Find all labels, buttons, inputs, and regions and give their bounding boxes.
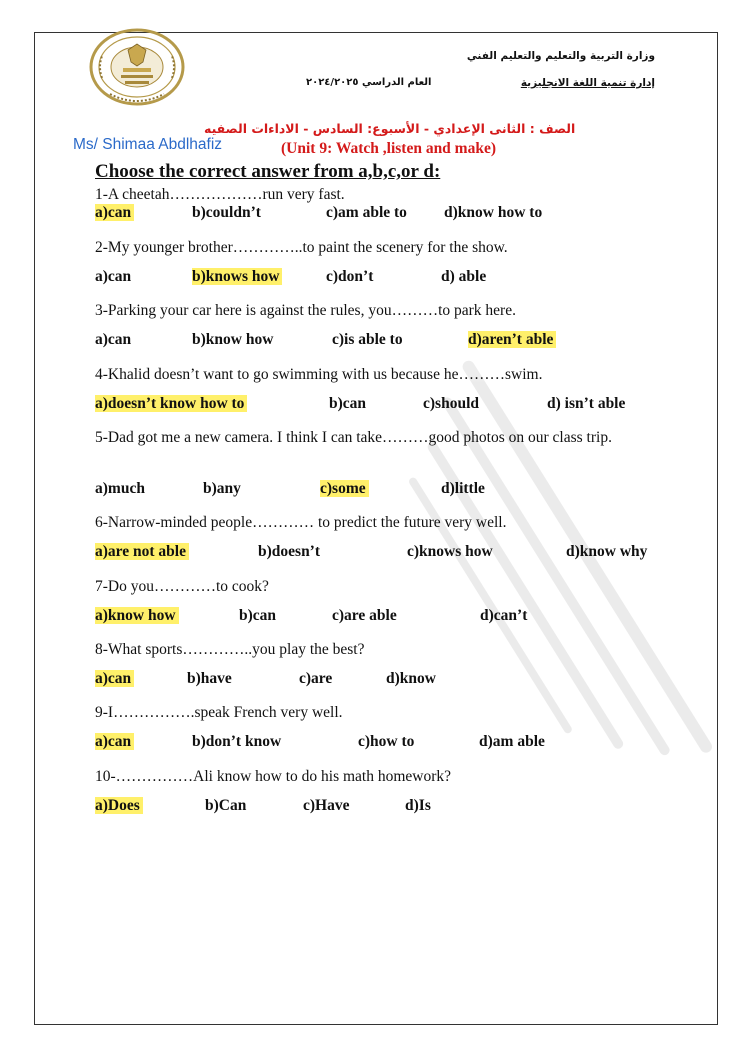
- highlighted-answer: a)are not able: [95, 543, 189, 560]
- question-9-option-a[interactable]: [95, 733, 134, 751]
- option-label: c)am able to: [326, 204, 407, 221]
- question-9-option-c[interactable]: [358, 733, 414, 751]
- ministry-seal-icon: [88, 28, 186, 106]
- option-label: c)knows how: [407, 543, 493, 560]
- question-10-option-d[interactable]: [405, 797, 431, 815]
- question-3-option-d[interactable]: [468, 331, 556, 349]
- question-2-text: 2-My younger brother…………..to paint the scenery for the show.: [95, 239, 508, 256]
- question-7-option-a[interactable]: [95, 607, 179, 625]
- question-1-option-b[interactable]: [192, 204, 261, 222]
- question-1-text: 1-A cheetah………………run very fast.: [95, 186, 345, 203]
- option-label: d)know how to: [444, 204, 543, 221]
- option-label: b)any: [203, 480, 241, 497]
- option-label: d) able: [441, 268, 487, 285]
- option-label: b)have: [187, 670, 232, 687]
- option-label: c)how to: [358, 733, 415, 750]
- question-6-option-c[interactable]: [407, 543, 493, 561]
- question-10-option-a[interactable]: [95, 797, 143, 815]
- highlighted-answer: a)Does: [95, 797, 143, 814]
- option-label: c)are able: [332, 607, 397, 624]
- question-5-option-c[interactable]: [320, 480, 369, 498]
- question-2-option-a[interactable]: [95, 268, 131, 286]
- highlighted-answer: a)know how: [95, 607, 179, 624]
- option-label: c)should: [423, 395, 479, 412]
- option-label: c)is able to: [332, 331, 403, 348]
- question-4-option-a[interactable]: [95, 395, 247, 413]
- option-label: d) isn’t able: [547, 395, 626, 412]
- highlighted-answer: b)knows how: [192, 268, 282, 285]
- question-6-option-a[interactable]: [95, 543, 189, 561]
- question-6-text: 6-Narrow-minded people………… to predict the future very well.: [95, 514, 507, 531]
- question-1-option-d[interactable]: [444, 204, 542, 222]
- question-7-text: 7-Do you…………to cook?: [95, 578, 269, 595]
- grade-week-line: الصف : الثانى الإعدادي - الأسبوع: السادس - الاداءات الصفيه: [204, 121, 576, 136]
- question-8-option-d[interactable]: [386, 670, 436, 688]
- question-2-option-b[interactable]: [192, 268, 282, 286]
- highlighted-answer: a)can: [95, 733, 134, 750]
- question-6-option-d[interactable]: [566, 543, 647, 561]
- question-8-option-b[interactable]: [187, 670, 232, 688]
- option-label: b)doesn’t: [258, 543, 321, 560]
- option-label: c)don’t: [326, 268, 374, 285]
- question-4-text: 4-Khalid doesn’t want to go swimming with us because he………swim.: [95, 366, 543, 383]
- question-8-text: 8-What sports…………..you play the best?: [95, 641, 365, 658]
- instruction-heading: Choose the correct answer from a,b,c,or d:: [95, 161, 441, 182]
- highlighted-answer: a)can: [95, 670, 134, 687]
- option-label: b)couldn’t: [192, 204, 261, 221]
- question-3-option-c[interactable]: [332, 331, 403, 349]
- question-9-text: 9-I…………….speak French very well.: [95, 704, 343, 721]
- option-label: c)are: [299, 670, 333, 687]
- ministry-name: وزارة التربية والتعليم والتعليم الفني: [466, 50, 655, 62]
- question-5-option-a[interactable]: [95, 480, 145, 498]
- department-name: إدارة تنمية اللغة الانجليزية: [520, 77, 655, 89]
- question-2-option-d[interactable]: [441, 268, 486, 286]
- question-10-text: 10-……………Ali know how to do his math homework?: [95, 768, 452, 785]
- question-3-option-a[interactable]: [95, 331, 131, 349]
- question-8-option-c[interactable]: [299, 670, 332, 688]
- question-3-option-b[interactable]: [192, 331, 273, 349]
- question-5-option-b[interactable]: [203, 480, 241, 498]
- question-5-text: 5-Dad got me a new camera. I think I can take………good photos on our class trip.: [95, 429, 612, 446]
- question-1-option-a[interactable]: [95, 204, 134, 222]
- option-label: b)Can: [205, 797, 247, 814]
- question-4-option-d[interactable]: [547, 395, 625, 413]
- question-10-option-b[interactable]: [205, 797, 246, 815]
- option-label: b)know how: [192, 331, 274, 348]
- question-2-option-c[interactable]: [326, 268, 373, 286]
- question-7-option-c[interactable]: [332, 607, 397, 625]
- question-5-option-d[interactable]: [441, 480, 485, 498]
- option-label: a)much: [95, 480, 145, 497]
- option-label: b)can: [239, 607, 277, 624]
- question-9-option-d[interactable]: [479, 733, 545, 751]
- option-label: d)am able: [479, 733, 545, 750]
- option-label: b)can: [329, 395, 367, 412]
- question-10-option-c[interactable]: [303, 797, 349, 815]
- option-label: d)know: [386, 670, 436, 687]
- highlighted-answer: a)can: [95, 204, 134, 221]
- option-label: c)Have: [303, 797, 350, 814]
- option-label: b)don’t know: [192, 733, 282, 750]
- question-4-option-c[interactable]: [423, 395, 479, 413]
- option-label: d)little: [441, 480, 485, 497]
- question-7-option-d[interactable]: [480, 607, 527, 625]
- highlighted-answer: a)doesn’t know how to: [95, 395, 247, 412]
- question-7-option-b[interactable]: [239, 607, 276, 625]
- question-6-option-b[interactable]: [258, 543, 320, 561]
- option-label: d)Is: [405, 797, 431, 814]
- unit-title: (Unit 9: Watch ,listen and make): [281, 140, 497, 157]
- question-9-option-b[interactable]: [192, 733, 281, 751]
- option-label: a)can: [95, 268, 132, 285]
- highlighted-answer: d)aren’t able: [468, 331, 556, 348]
- question-4-option-b[interactable]: [329, 395, 366, 413]
- question-3-text: 3-Parking your car here is against the rules, you………to park here.: [95, 302, 516, 319]
- highlighted-answer: c)some: [320, 480, 369, 497]
- option-label: d)can’t: [480, 607, 528, 624]
- teacher-name: Ms/ Shimaa Abdlhafiz: [73, 136, 223, 153]
- option-label: a)can: [95, 331, 132, 348]
- question-8-option-a[interactable]: [95, 670, 134, 688]
- school-year: العام الدراسي ٢٠٢٤/٢٠٢٥: [306, 77, 432, 88]
- option-label: d)know why: [566, 543, 648, 560]
- question-1-option-c[interactable]: [326, 204, 407, 222]
